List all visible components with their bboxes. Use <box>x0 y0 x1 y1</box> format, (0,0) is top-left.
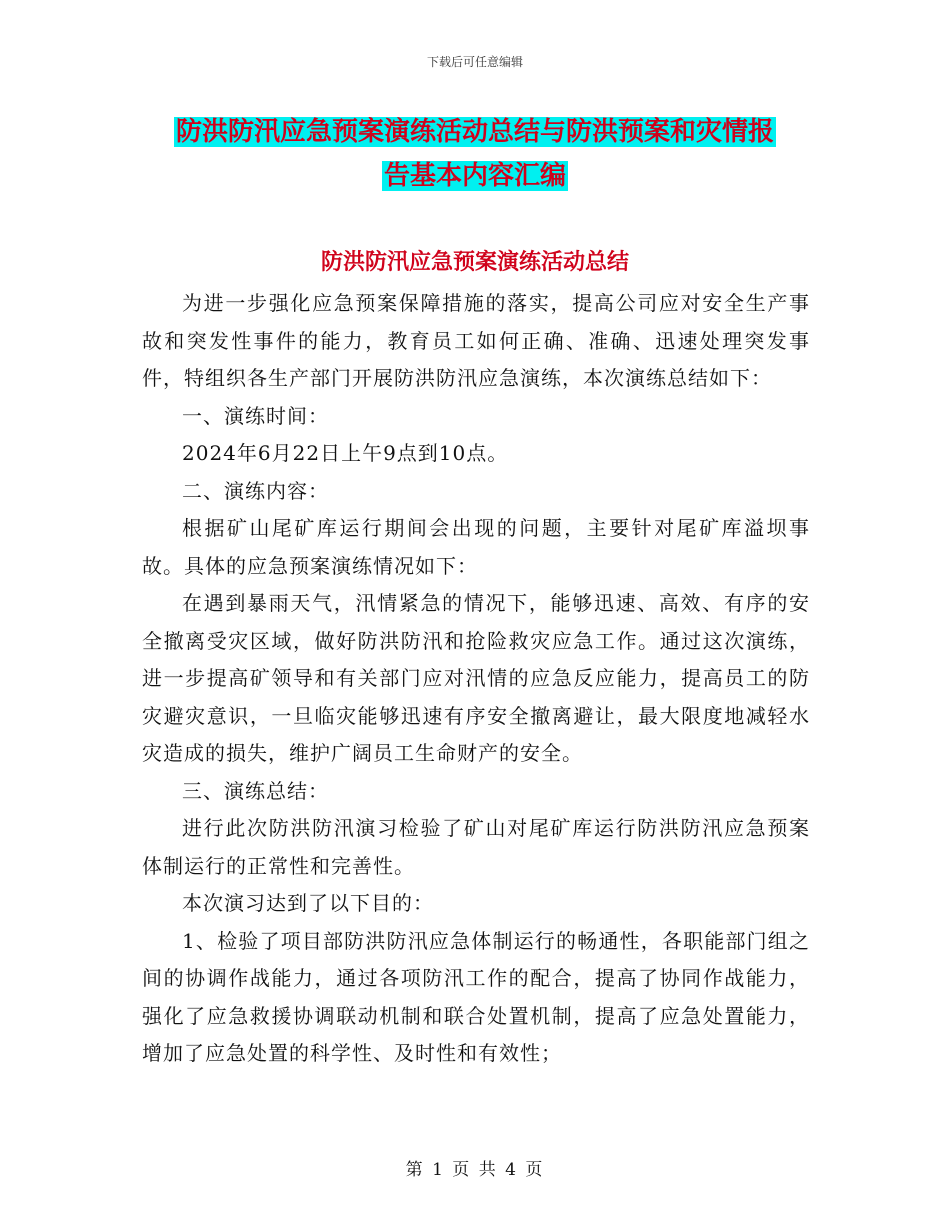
document-title <box>0 110 950 198</box>
paragraph: 在遇到暴雨天气，汛情紧急的情况下，能够迅速、高效、有序的安全撤离受灾区域，做好防洪防汛和抢险救灾应急工作。通过这次演练，进一步提高矿领导和有关部门应对汛情的应急反应能力，提高员工的防灾避灾意识，一旦临灾能够迅速有序安全撤离避让，最大限度地减轻水灾造成的损失，维护广阔员工生命财产的安全。 <box>142 591 810 765</box>
paragraph: 三、演练总结： <box>182 778 329 803</box>
paragraph: 为进一步强化应急预案保障措施的落实，提高公司应对安全生产事故和突发性事件的能力，教育员工如何正确、准确、迅速处理突发事件，特组织各生产部门开展防洪防汛应急演练，本次演练总结如下： <box>142 291 810 390</box>
page-footer: 第 1 页 共 4 页 <box>405 1160 545 1180</box>
title-line-2: 告基本内容汇编 <box>383 161 566 191</box>
paragraph: 根据矿山尾矿库运行期间会出现的问题，主要针对尾矿库溢坝事故。具体的应急预案演练情况如下： <box>142 516 810 578</box>
document-body <box>142 285 810 1073</box>
title-line-1: 防洪防汛应急预案演练活动总结与防洪预案和灾情报 <box>175 117 774 147</box>
header-note: 下载后可任意编辑 <box>426 55 523 69</box>
paragraph: 本次演习达到了以下目的： <box>182 891 434 915</box>
paragraph: 一、演练时间： <box>182 403 329 428</box>
section-title: 防洪防汛应急预案演练活动总结 <box>320 249 629 275</box>
paragraph: 进行此次防洪防汛演习检验了矿山对尾矿库运行防洪防汛应急预案体制运行的正常性和完善性。 <box>142 816 810 878</box>
paragraph: 2024年6月22日上午9点到10点。 <box>182 441 509 465</box>
paragraph: 二、演练内容： <box>182 478 329 503</box>
paragraph: 1、检验了项目部防洪防汛应急体制运行的畅通性，各职能部门组之间的协调作战能力，通过各项防汛工作的配合，提高了协同作战能力，强化了应急救援协调联动机制和联合处置机制，提高了应急处置能力，增加了应急处置的科学性、及时性和有效性； <box>142 928 810 1065</box>
